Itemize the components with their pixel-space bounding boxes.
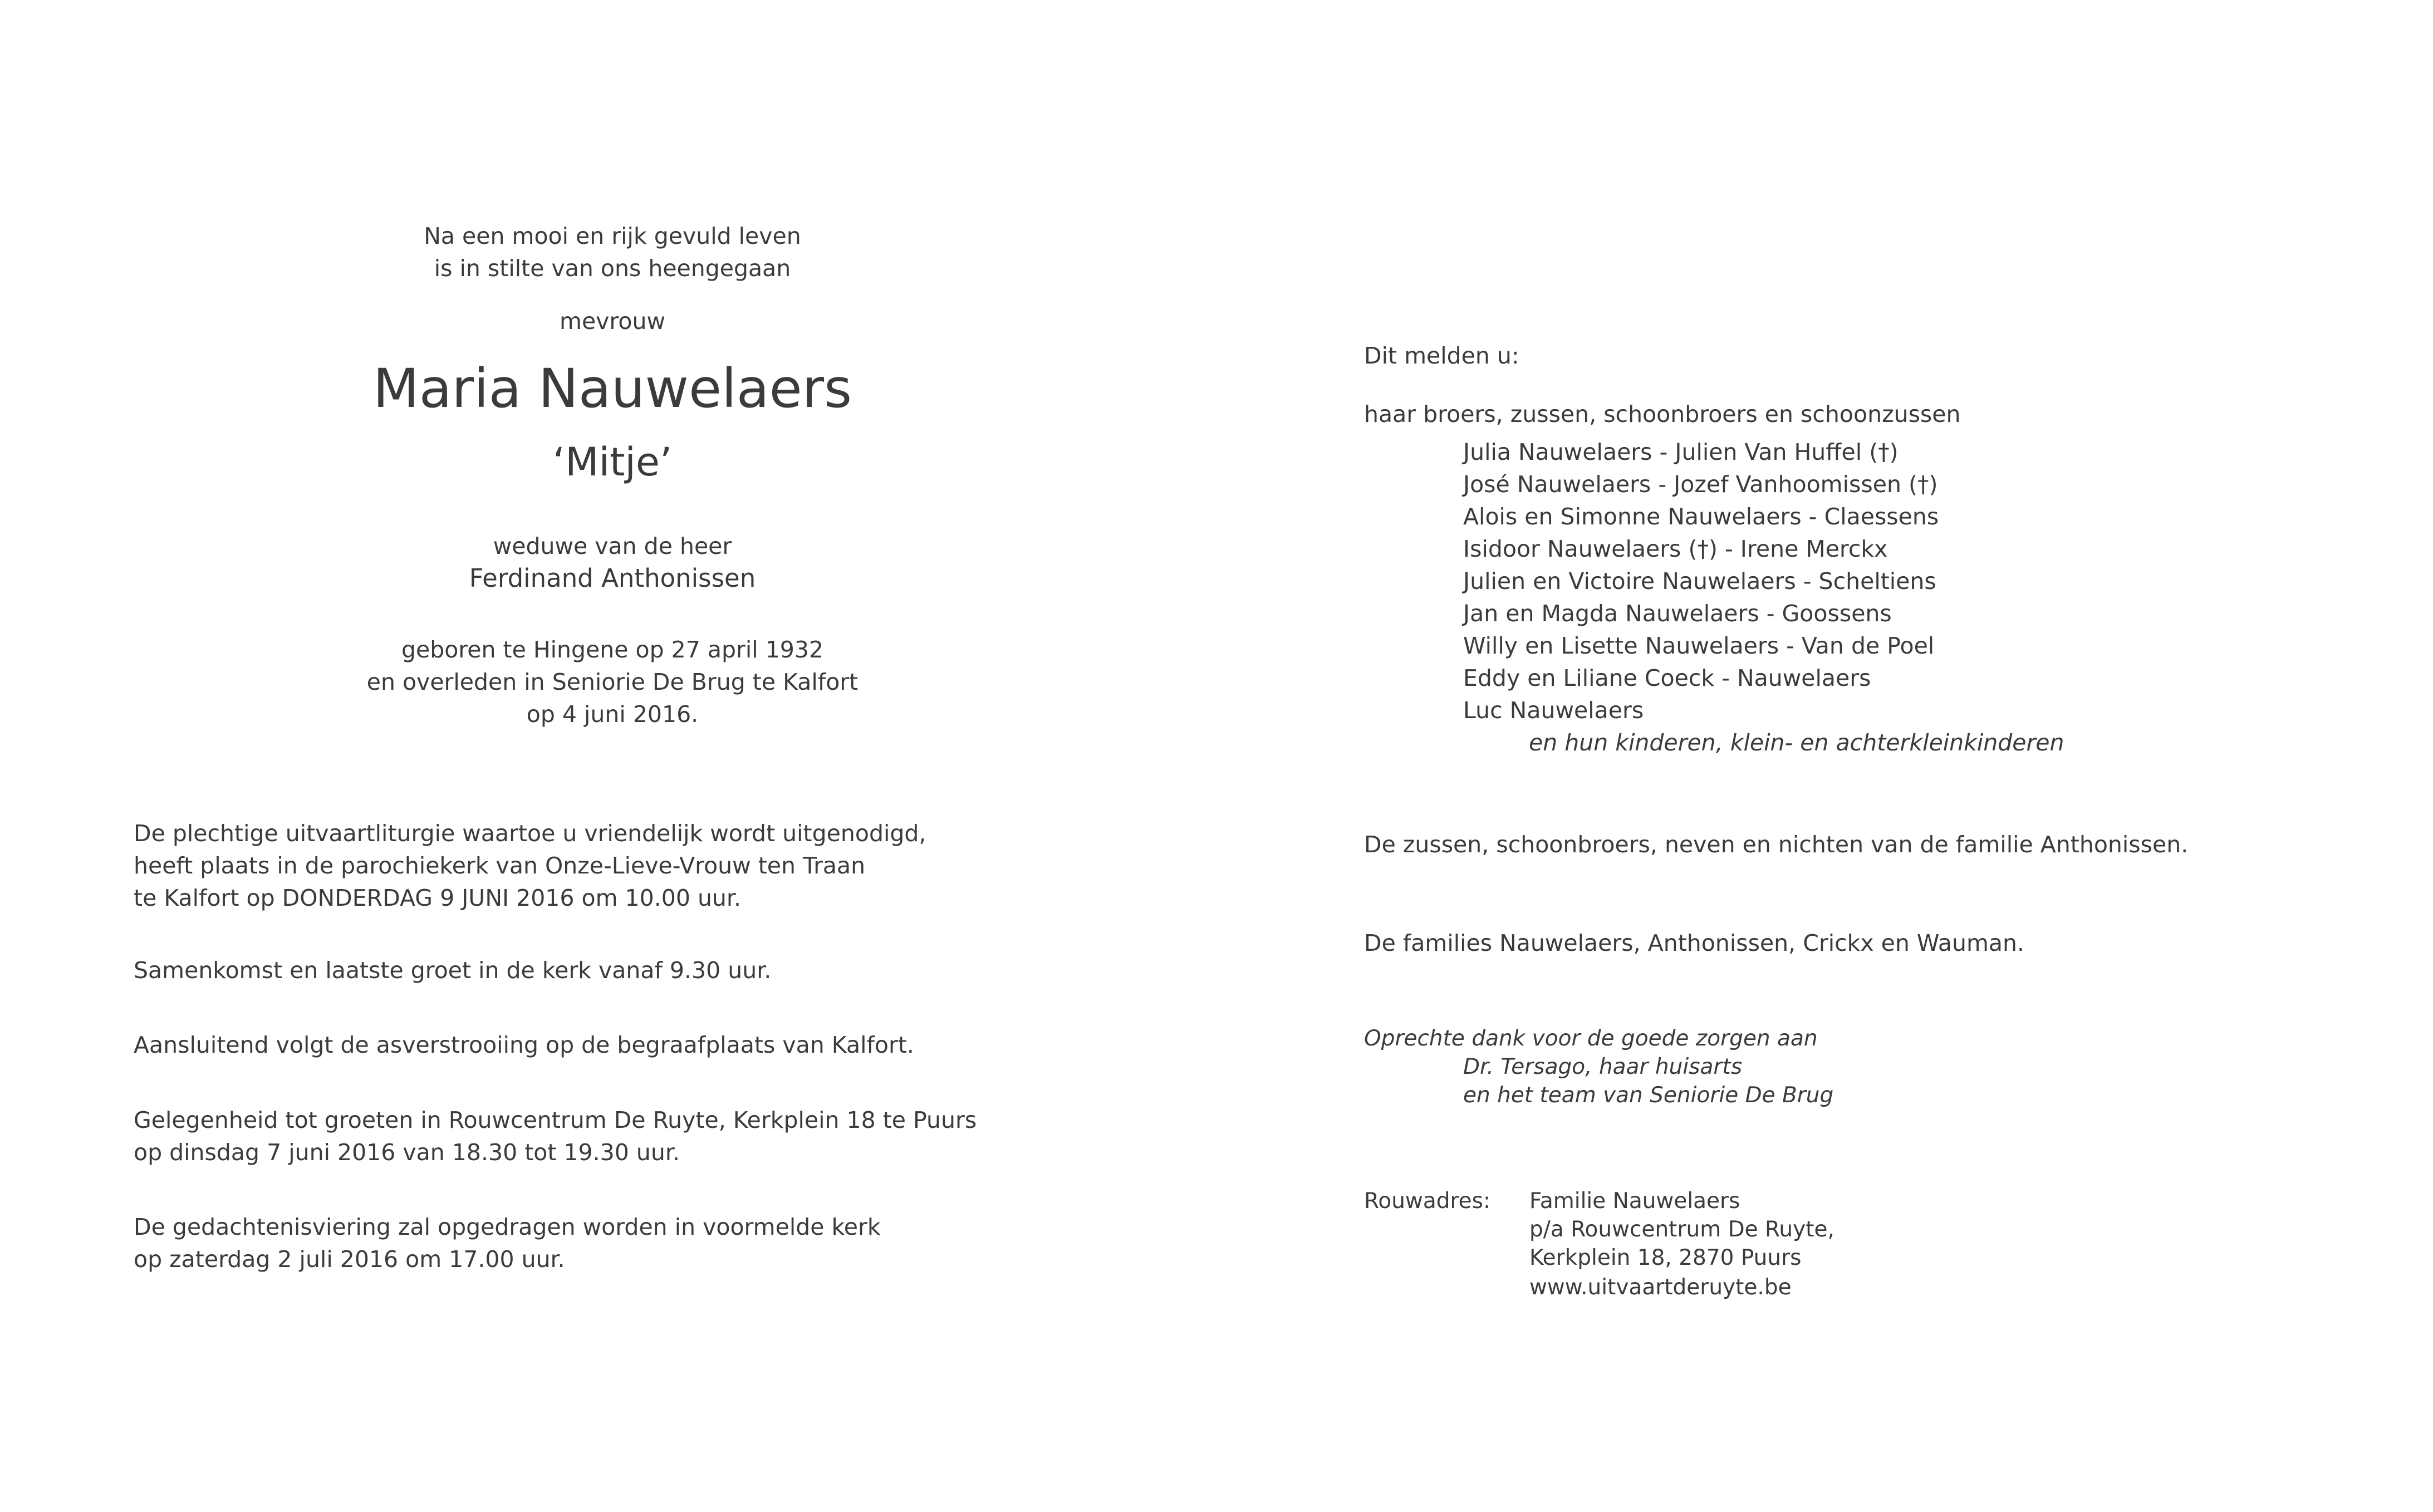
intro-block: [278, 220, 946, 284]
paragraph-line: Aansluitend volgt de asverstrooiing op de begraafplaats van Kalfort.: [134, 1032, 914, 1058]
ceremony-paragraph: [134, 1029, 914, 1061]
honorific: mevrouw: [560, 308, 665, 335]
widow-label: weduwe van de heer: [493, 533, 732, 559]
sibling-item: Julia Nauwelaers - Julien Van Huffel (†): [1463, 439, 1899, 465]
siblings-heading: haar broers, zussen, schoonbroers en schoonzussen: [1364, 401, 1961, 428]
sibling-item: Isidoor Nauwelaers (†) - Irene Merckx: [1463, 536, 1888, 562]
website-link[interactable]: www.uitvaartderuyte.be: [1529, 1275, 1792, 1300]
sibling-item: José Nauwelaers - Jozef Vanhoomissen (†): [1463, 471, 1938, 498]
sibling-item: Luc Nauwelaers: [1463, 697, 1644, 724]
ceremony-paragraph: [134, 817, 926, 914]
paragraph-line: op zaterdag 2 juli 2016 om 17.00 uur.: [134, 1246, 565, 1273]
thanks-line: en het team van Seniorie De Brug: [1463, 1083, 1834, 1108]
life-dates: [278, 634, 946, 730]
paragraph-line: De plechtige uitvaartliturgie waartoe u vriendelijk wordt uitgenodigd,: [134, 820, 926, 847]
paragraph-line: heeft plaats in de parochiekerk van Onze-Lieve-Vrouw ten Traan: [134, 852, 866, 879]
ceremony-paragraph: [134, 1211, 881, 1275]
sibling-item: Willy en Lisette Nauwelaers - Van de Poel: [1463, 632, 1935, 659]
families-line: De families Nauwelaers, Anthonissen, Crickx en Wauman.: [1364, 930, 2025, 956]
sibling-item: Alois en Simonne Nauwelaers - Claessens: [1463, 503, 1939, 530]
address-block: [1529, 1187, 1834, 1272]
sibling-item: Eddy en Liliane Coeck - Nauwelaers: [1463, 665, 1871, 691]
paragraph-line: De gedachtenisviering zal opgedragen worden in voormelde kerk: [134, 1214, 881, 1240]
life-line: en overleden in Seniorie De Brug te Kalfort: [366, 669, 859, 695]
intro-line: is in stilte van ons heengegaan: [434, 255, 791, 282]
siblings-list: [1364, 436, 2064, 759]
address-label: Rouwadres:: [1364, 1189, 1491, 1214]
thanks-line: Dr. Tersago, haar huisarts: [1463, 1054, 1743, 1079]
thanks-line: Oprechte dank voor de goede zorgen aan: [1364, 1026, 1818, 1051]
sibling-item: Jan en Magda Nauwelaers - Goossens: [1463, 600, 1892, 627]
spouse-name: Ferdinand Anthonissen: [469, 563, 756, 593]
life-line: op 4 juni 2016.: [526, 701, 699, 728]
announce-line: Dit melden u:: [1364, 342, 1519, 369]
descendants-line: en hun kinderen, klein- en achterkleinkinderen: [1529, 729, 2064, 756]
paragraph-line: te Kalfort op DONDERDAG 9 JUNI 2016 om 10.00 uur.: [134, 885, 742, 911]
deceased-nickname: ‘Mitje’: [552, 439, 673, 485]
intro-line: Na een mooi en rijk gevuld leven: [424, 223, 801, 249]
paragraph-line: op dinsdag 7 juni 2016 van 18.30 tot 19.30 uur.: [134, 1139, 680, 1166]
life-line: geboren te Hingene op 27 april 1932: [401, 636, 824, 663]
sibling-item: Julien en Victoire Nauwelaers - Scheltiens: [1463, 568, 1936, 595]
widow-block: [278, 530, 946, 595]
address-line: p/a Rouwcentrum De Ruyte,: [1529, 1217, 1834, 1242]
ceremony-paragraph: [134, 1104, 977, 1169]
thanks-block: [1364, 1024, 1833, 1110]
paragraph-line: Gelegenheid tot groeten in Rouwcentrum De Ruyte, Kerkplein 18 te Puurs: [134, 1107, 977, 1133]
paragraph-line: Samenkomst en laatste groet in de kerk vanaf 9.30 uur.: [134, 957, 772, 984]
anthonissen-family: De zussen, schoonbroers, neven en nichten van de familie Anthonissen.: [1364, 831, 2189, 858]
deceased-name: Maria Nauwelaers: [372, 357, 852, 420]
address-line: Kerkplein 18, 2870 Puurs: [1529, 1245, 1802, 1270]
address-line: Familie Nauwelaers: [1529, 1189, 1740, 1214]
ceremony-paragraph: [134, 954, 771, 986]
